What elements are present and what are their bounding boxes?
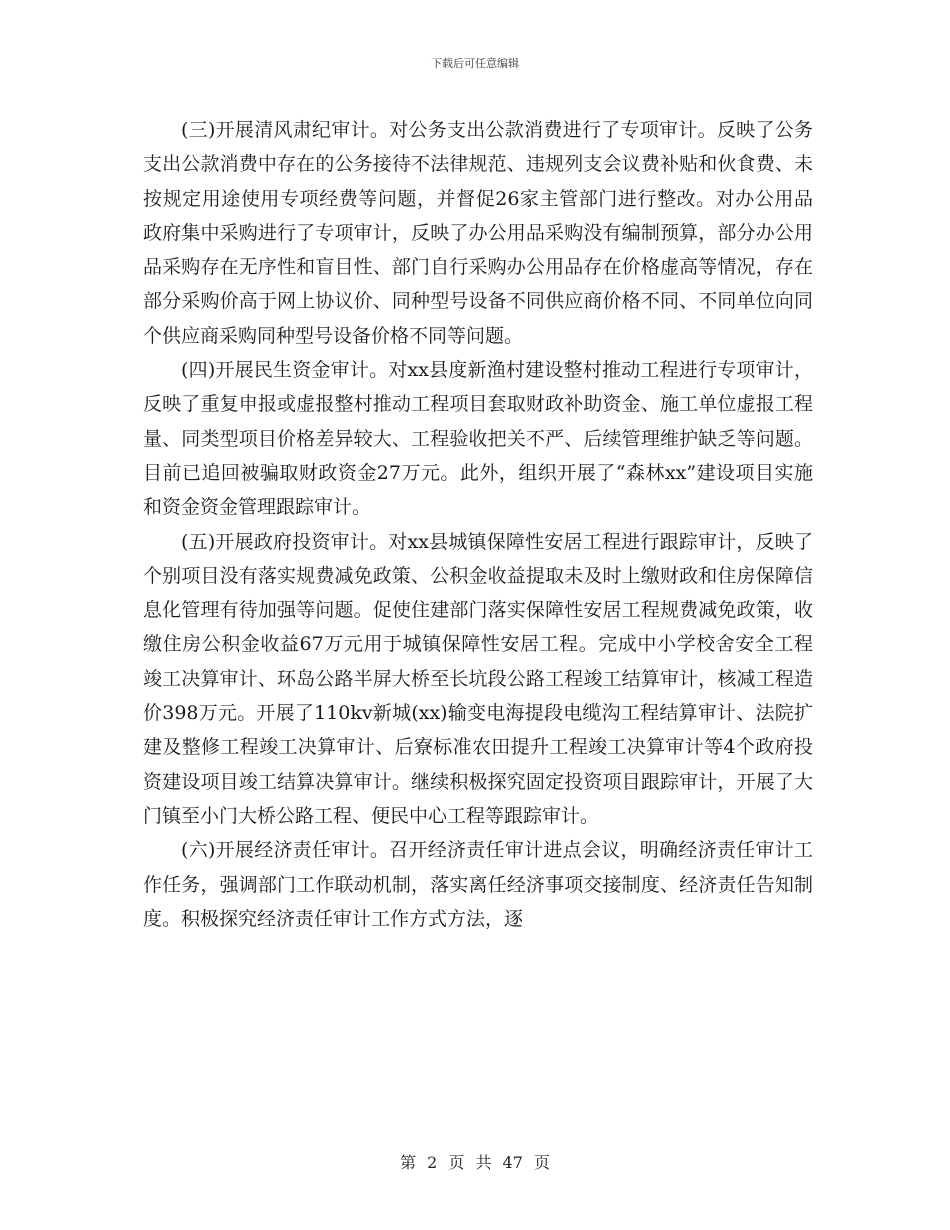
paragraph-qingfeng-sujie: (三)开展清风肃纪审计。对公务支出公款消费进行了专项审计。反映了公务支出公款消费中存在的公务接待不法律规范、违规列支会议费补贴和伙食费、未按规定用途使用专项经费等问题，并督促26家主管部门进行整改。对办公用品政府集中采购进行了专项审计，反映了办公用品采购没有编制预算，部分办公用品采购存在无序性和盲目性、部门自行采购办公用品存在价格虚高等情况，存在部分采购价高于网上协议价、同种型号设备不同供应商价格不同、不同单位向同个供应商采购同种型号设备价格不同等问题。 bbox=[143, 119, 813, 347]
document-body bbox=[143, 113, 813, 936]
paragraph-jingji-zeren: (六)开展经济责任审计。召开经济责任审计进点会议，明确经济责任审计工作任务，强调部门工作联动机制，落实离任经济事项交接制度、经济责任告知制度。积极探究经济责任审计工作方式方法，逐 bbox=[143, 839, 813, 930]
paragraph-zhengfu-touzi: (五)开展政府投资审计。对xx县城镇保障性安居工程进行跟踪审计，反映了个别项目没有落实规费减免政策、公积金收益提取未及时上缴财政和住房保障信息化管理有待加强等问题。促使住建部门落实保障性安居工程规费减免政策，收缴住房公积金收益67万元用于城镇保障性安居工程。完成中小学校舍安全工程竣工决算审计、环岛公路半屏大桥至长坑段公路工程竣工结算审计，核减工程造价398万元。开展了110kv新城(xx)输变电海提段电缆沟工程结算审计、法院扩建及整修工程竣工决算审计、后寮标准农田提升工程竣工决算审计等4个政府投资建设项目竣工结算决算审计。继续积极探究固定投资项目跟踪审计，开展了大门镇至小门大桥公路工程、便民中心工程等跟踪审计。 bbox=[143, 530, 813, 827]
page-number-footer: 第 2 页 共 47 页 bbox=[400, 1153, 550, 1172]
paragraph-minsheng-zijin: (四)开展民生资金审计。对xx县度新渔村建设整村推动工程进行专项审计，反映了重复申报或虚报整村推动工程项目套取财政补助资金、施工单位虚报工程量、同类型项目价格差异较大、工程验收把关不严、后续管理维护缺乏等问题。目前已追回被骗取财政资金27万元。此外，组织开展了“森林xx”建设项目实施和资金资金管理跟踪审计。 bbox=[143, 359, 813, 519]
page-header: 下载后可任意编辑 bbox=[431, 57, 519, 70]
